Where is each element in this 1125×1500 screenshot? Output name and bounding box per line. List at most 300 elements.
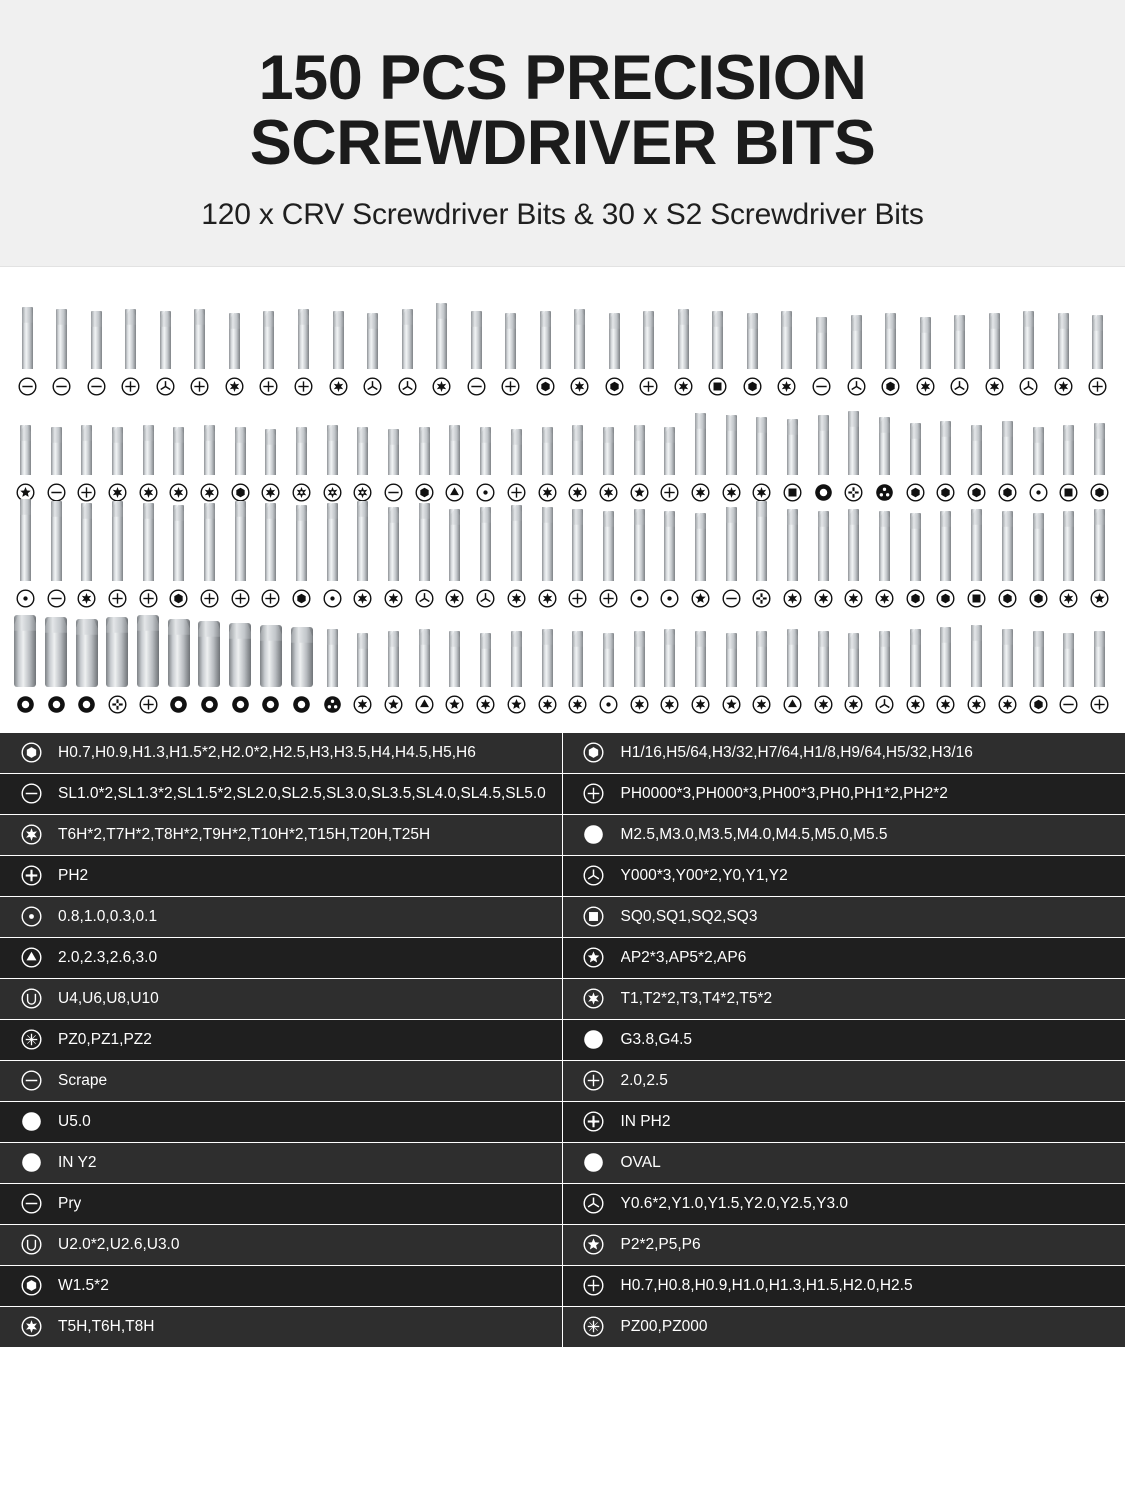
legend-label: AP2*3,AP5*2,AP6 — [620, 948, 747, 966]
bit-item — [286, 505, 317, 609]
legend-label: H1/16,H5/64,H3/32,H7/64,H1/8,H9/64,H5/32,H3/16 — [620, 743, 973, 761]
torx-icon — [984, 376, 1005, 397]
inphillips-icon — [751, 588, 772, 609]
torx-icon — [843, 588, 864, 609]
slotted-icon — [466, 376, 487, 397]
bit-shank — [125, 309, 136, 369]
bit-item — [900, 423, 931, 503]
bit-shank — [851, 315, 862, 369]
bit-item — [716, 633, 747, 715]
bit-item — [286, 627, 317, 715]
legend-label: SQ0,SQ1,SQ2,SQ3 — [620, 907, 758, 925]
bit-item — [931, 421, 962, 503]
pentalobe-icon — [579, 1234, 609, 1255]
bit-tip — [603, 511, 614, 527]
bit-shank — [505, 313, 516, 369]
legend-label: 2.0,2.5 — [620, 1071, 668, 1089]
bit-shank — [603, 511, 614, 581]
bit-shank — [173, 505, 184, 581]
hex-icon — [742, 376, 763, 397]
bit-item — [321, 311, 356, 397]
bit-shank — [910, 513, 921, 581]
bit-shank — [920, 317, 931, 369]
bit-shank — [879, 417, 890, 475]
bit-shank — [542, 507, 553, 581]
bit-item — [747, 501, 778, 609]
bit-shank — [1094, 423, 1105, 475]
hex-icon — [291, 588, 312, 609]
phillips-icon — [138, 694, 159, 715]
torx-icon — [843, 694, 864, 715]
oval-icon — [579, 824, 609, 845]
triangle-icon — [414, 694, 435, 715]
bit-shank — [22, 307, 33, 369]
bit-shank — [419, 503, 430, 581]
bit-tip — [879, 417, 890, 433]
bit-item — [470, 507, 501, 609]
bit-tip — [540, 311, 551, 327]
slotted-icon — [46, 588, 67, 609]
bit-tip — [56, 309, 67, 325]
bit-shank — [940, 627, 951, 687]
bit-item — [1053, 633, 1084, 715]
legend-label: SL1.0*2,SL1.3*2,SL1.5*2,SL2.0,SL2.5,SL3.0,SL3.5,SL4.0,SL4.5,SL5.0 — [58, 784, 546, 802]
bit-row-4 — [10, 611, 1115, 715]
bit-item — [931, 627, 962, 715]
bit-shank — [298, 309, 309, 369]
bit-tip — [1002, 629, 1013, 645]
bit-tip — [419, 629, 430, 645]
bit-tip — [603, 633, 614, 649]
bit-shank — [971, 425, 982, 475]
bit-item — [41, 501, 72, 609]
bit-tip — [781, 311, 792, 327]
bit-shank — [14, 615, 36, 687]
torx-icon — [751, 482, 772, 503]
bit-shank — [1094, 509, 1105, 581]
bit-tip — [112, 501, 123, 517]
bit-tip — [20, 425, 31, 441]
hex-icon — [905, 482, 926, 503]
legend-row — [0, 1266, 563, 1307]
bit-tip — [787, 509, 798, 525]
bit-tip — [910, 423, 921, 439]
dot-icon — [659, 588, 680, 609]
bit-shank — [388, 507, 399, 581]
bit-shank — [51, 427, 62, 475]
bit-tip — [910, 629, 921, 645]
bit-item — [102, 427, 133, 503]
phillips-icon — [189, 376, 210, 397]
bit-item — [501, 429, 532, 503]
pentalobe-icon — [690, 588, 711, 609]
bit-item — [735, 313, 770, 397]
legend-row — [0, 1225, 563, 1266]
pentalobe-icon — [444, 694, 465, 715]
bit-shank — [756, 417, 767, 475]
bit-tip — [848, 509, 859, 525]
bit-item — [1046, 313, 1081, 397]
bit-shank — [1002, 421, 1013, 475]
bit-shank — [471, 311, 482, 369]
bit-item — [45, 309, 80, 397]
bit-tip — [971, 425, 982, 441]
bit-shank — [664, 427, 675, 475]
bit-item — [716, 415, 747, 503]
pentalobe-icon — [579, 947, 609, 968]
bit-tip — [402, 309, 413, 325]
legend-label: T6H*2,T7H*2,T8H*2,T9H*2,T10H*2,T15H,T20H,T25H — [58, 825, 431, 843]
legend-row — [0, 1307, 563, 1348]
bit-shank — [449, 631, 460, 687]
bit-shank — [818, 511, 829, 581]
bit-tip — [511, 631, 522, 647]
bit-shank — [787, 629, 798, 687]
bit-shank — [198, 621, 220, 687]
bit-shank — [574, 309, 585, 369]
inphillips-icon — [843, 482, 864, 503]
torx-icon — [383, 588, 404, 609]
bit-tip — [695, 631, 706, 647]
bit-tip — [204, 503, 215, 519]
pozidriv-icon — [16, 1029, 46, 1050]
bit-shank — [327, 503, 338, 581]
bit-item — [317, 629, 348, 715]
bit-tip — [787, 419, 798, 435]
bit-item — [562, 631, 593, 715]
bit-shank — [263, 311, 274, 369]
square-icon — [966, 588, 987, 609]
bit-shank — [818, 415, 829, 475]
bit-tip — [695, 513, 706, 529]
legend-label: Y000*3,Y00*2,Y0,Y1,Y2 — [620, 866, 788, 884]
bit-tip — [726, 415, 737, 431]
bit-shank — [695, 413, 706, 475]
bit-shank — [56, 309, 67, 369]
torx-icon — [475, 694, 496, 715]
oval-icon — [76, 694, 97, 715]
bit-shank — [357, 501, 368, 581]
legend-label: 0.8,1.0,0.3,0.1 — [58, 907, 158, 925]
slotted-icon — [383, 482, 404, 503]
bit-shank — [879, 511, 890, 581]
bit-shank — [940, 511, 951, 581]
bit-tip — [76, 619, 98, 635]
bit-shank — [787, 509, 798, 581]
tripoint-icon — [579, 865, 609, 886]
bit-item — [10, 615, 41, 715]
bit-item — [71, 503, 102, 609]
bit-tip — [81, 503, 92, 519]
bit-tip — [756, 417, 767, 433]
torx-icon — [673, 376, 694, 397]
bit-item — [961, 509, 992, 609]
bit-tip — [940, 511, 951, 527]
square-icon — [1058, 482, 1079, 503]
bit-shank — [51, 501, 62, 581]
bit-shank — [664, 511, 675, 581]
bit-item — [532, 629, 563, 715]
slotted-icon — [17, 376, 38, 397]
torx-icon — [107, 482, 128, 503]
torx-icon — [537, 694, 558, 715]
bit-item — [163, 619, 194, 715]
bit-tip — [173, 427, 184, 443]
slotted-icon — [811, 376, 832, 397]
dot-icon — [475, 482, 496, 503]
hex-icon — [230, 482, 251, 503]
bit-tip — [112, 427, 123, 443]
bit-shank — [296, 427, 307, 475]
bit-shank — [848, 411, 859, 475]
bit-tip — [198, 621, 220, 637]
bit-shank — [603, 633, 614, 687]
bit-tip — [1002, 421, 1013, 437]
legend-label: G3.8,G4.5 — [620, 1030, 693, 1048]
triangle-icon — [16, 947, 46, 968]
bit-item — [563, 309, 598, 397]
dot-icon — [598, 694, 619, 715]
legend-label: U2.0*2,U2.6,U3.0 — [58, 1235, 180, 1253]
bit-shank — [609, 313, 620, 369]
bit-shank — [265, 503, 276, 581]
inphillips-icon — [107, 694, 128, 715]
phillips-icon — [579, 783, 609, 804]
bit-tip — [20, 499, 31, 515]
oval-icon — [813, 482, 834, 503]
iny2-icon — [16, 1152, 46, 1173]
bit-shank — [112, 427, 123, 475]
bit-item — [163, 505, 194, 609]
bit-shank — [664, 629, 675, 687]
legend-row — [0, 1020, 563, 1061]
bit-tip — [260, 625, 282, 641]
legend-label: IN PH2 — [620, 1112, 671, 1130]
bit-shank — [634, 631, 645, 687]
torx-icon — [813, 694, 834, 715]
hex-icon — [16, 742, 46, 763]
torx-icon — [537, 482, 558, 503]
bit-item — [747, 417, 778, 503]
bit-shank — [1063, 511, 1074, 581]
page-title-line-1: 150 PCS PRECISION — [258, 43, 867, 113]
bit-shank — [726, 633, 737, 687]
bit-shank — [194, 309, 205, 369]
bit-shank — [971, 509, 982, 581]
bit-tip — [1094, 631, 1105, 647]
phillips-icon — [260, 588, 281, 609]
legend-label: Pry — [58, 1194, 82, 1212]
bit-shank — [327, 629, 338, 687]
bit-shank — [419, 629, 430, 687]
bit-tip — [263, 311, 274, 327]
bit-item — [409, 629, 440, 715]
bit-item — [378, 631, 409, 715]
bit-item — [378, 507, 409, 609]
bit-tip — [940, 421, 951, 437]
bit-tip — [712, 311, 723, 327]
torx-icon — [352, 588, 373, 609]
slotted-icon — [16, 1193, 46, 1214]
bit-item — [41, 427, 72, 503]
bit-item — [71, 425, 102, 503]
legend-row — [0, 1184, 563, 1225]
bit-tip — [14, 615, 36, 631]
bit-tip — [235, 501, 246, 517]
bit-item — [593, 633, 624, 715]
torx-icon — [690, 694, 711, 715]
bit-item — [79, 311, 114, 397]
bit-item — [685, 413, 716, 503]
torx-icon — [782, 588, 803, 609]
hex-icon — [168, 588, 189, 609]
bit-tip — [989, 313, 1000, 329]
triangle-icon — [444, 482, 465, 503]
bit-tip — [879, 511, 890, 527]
bit-shank — [143, 425, 154, 475]
bit-shank — [45, 617, 67, 687]
hex-icon — [997, 482, 1018, 503]
dot-icon — [1028, 482, 1049, 503]
dot-icon — [629, 588, 650, 609]
tripoint-icon — [1018, 376, 1039, 397]
legend-label: U5.0 — [58, 1112, 91, 1130]
torxsec-icon — [352, 482, 373, 503]
bit-item — [808, 631, 839, 715]
pentalobe-icon — [721, 694, 742, 715]
bit-tip — [643, 311, 654, 327]
bit-item — [528, 311, 563, 397]
bit-shank — [954, 315, 965, 369]
bit-shank — [112, 501, 123, 581]
bit-shank — [367, 313, 378, 369]
bits-display — [0, 267, 1125, 723]
bit-tip — [726, 507, 737, 523]
tripoint-icon — [949, 376, 970, 397]
bit-shank — [695, 631, 706, 687]
legend-label: T1,T2*2,T3,T4*2,T5*2 — [620, 989, 773, 1007]
bit-shank — [1063, 425, 1074, 475]
torx-icon — [260, 482, 281, 503]
bit-item — [133, 425, 164, 503]
bit-shank — [1063, 633, 1074, 687]
oval-icon — [230, 694, 251, 715]
pentalobe-icon — [506, 694, 527, 715]
bit-item — [133, 503, 164, 609]
bit-tip — [678, 309, 689, 325]
bit-tip — [756, 501, 767, 517]
bit-item — [41, 617, 72, 715]
bit-shank — [1023, 311, 1034, 369]
bit-shank — [260, 625, 282, 687]
torx-icon — [935, 694, 956, 715]
tripoint-icon — [846, 376, 867, 397]
bit-tip — [787, 629, 798, 645]
bit-item — [654, 629, 685, 715]
bit-tip — [91, 311, 102, 327]
bit-tip — [609, 313, 620, 329]
phillips-icon — [230, 588, 251, 609]
bit-shank — [81, 425, 92, 475]
bit-tip — [572, 425, 583, 441]
bit-item — [1080, 315, 1115, 397]
bit-item — [286, 427, 317, 503]
bit-tip — [603, 427, 614, 443]
square-icon — [782, 482, 803, 503]
dot-icon — [15, 588, 36, 609]
bit-tip — [664, 427, 675, 443]
bit-item — [148, 311, 183, 397]
pozidriv-icon — [579, 1316, 609, 1337]
bit-item — [624, 425, 655, 503]
torxsec-icon — [322, 482, 343, 503]
legend-label: H0.7,H0.8,H0.9,H1.0,H1.3,H1.5,H2.0,H2.5 — [620, 1276, 913, 1294]
hex-icon — [1089, 482, 1110, 503]
bit-row-2 — [10, 399, 1115, 503]
bit-item — [348, 633, 379, 715]
bit-item — [348, 427, 379, 503]
bit-item — [378, 429, 409, 503]
bit-item — [194, 621, 225, 715]
torx-icon — [776, 376, 797, 397]
torx-icon — [506, 588, 527, 609]
bit-shank — [540, 311, 551, 369]
phillips-icon — [120, 376, 141, 397]
bit-shank — [971, 625, 982, 687]
bit-tip — [333, 311, 344, 327]
bit-tip — [542, 427, 553, 443]
bit-tip — [851, 315, 862, 331]
bit-shank — [235, 427, 246, 475]
bit-tip — [634, 509, 645, 525]
bit-item — [1084, 631, 1115, 715]
bit-item — [685, 513, 716, 609]
dot-icon — [16, 906, 46, 927]
bit-tip — [480, 427, 491, 443]
bit-item — [931, 511, 962, 609]
legend-label: IN Y2 — [58, 1153, 97, 1171]
bit-tip — [298, 309, 309, 325]
bit-shank — [910, 423, 921, 475]
bit-tip — [971, 509, 982, 525]
bit-item — [992, 511, 1023, 609]
torx-icon — [598, 482, 619, 503]
bit-shank — [1033, 631, 1044, 687]
bit-item — [632, 311, 667, 397]
bit-tip — [1063, 633, 1074, 649]
bit-shank — [265, 429, 276, 475]
bit-tip — [143, 503, 154, 519]
torx-icon — [138, 482, 159, 503]
slotted-icon — [51, 376, 72, 397]
oval-icon — [168, 694, 189, 715]
bit-item — [440, 631, 471, 715]
legend-row — [0, 733, 563, 774]
bit-item — [163, 427, 194, 503]
phillips-icon — [1087, 376, 1108, 397]
torx-icon — [444, 588, 465, 609]
bit-tip — [1033, 513, 1044, 529]
phillips-icon — [138, 588, 159, 609]
legend-row — [563, 1184, 1125, 1225]
bit-item — [992, 421, 1023, 503]
bit-tip — [1033, 631, 1044, 647]
bit-item — [532, 507, 563, 609]
bit-item — [666, 309, 701, 397]
bit-shank — [816, 317, 827, 369]
bit-tip — [1063, 511, 1074, 527]
bit-tip — [756, 631, 767, 647]
